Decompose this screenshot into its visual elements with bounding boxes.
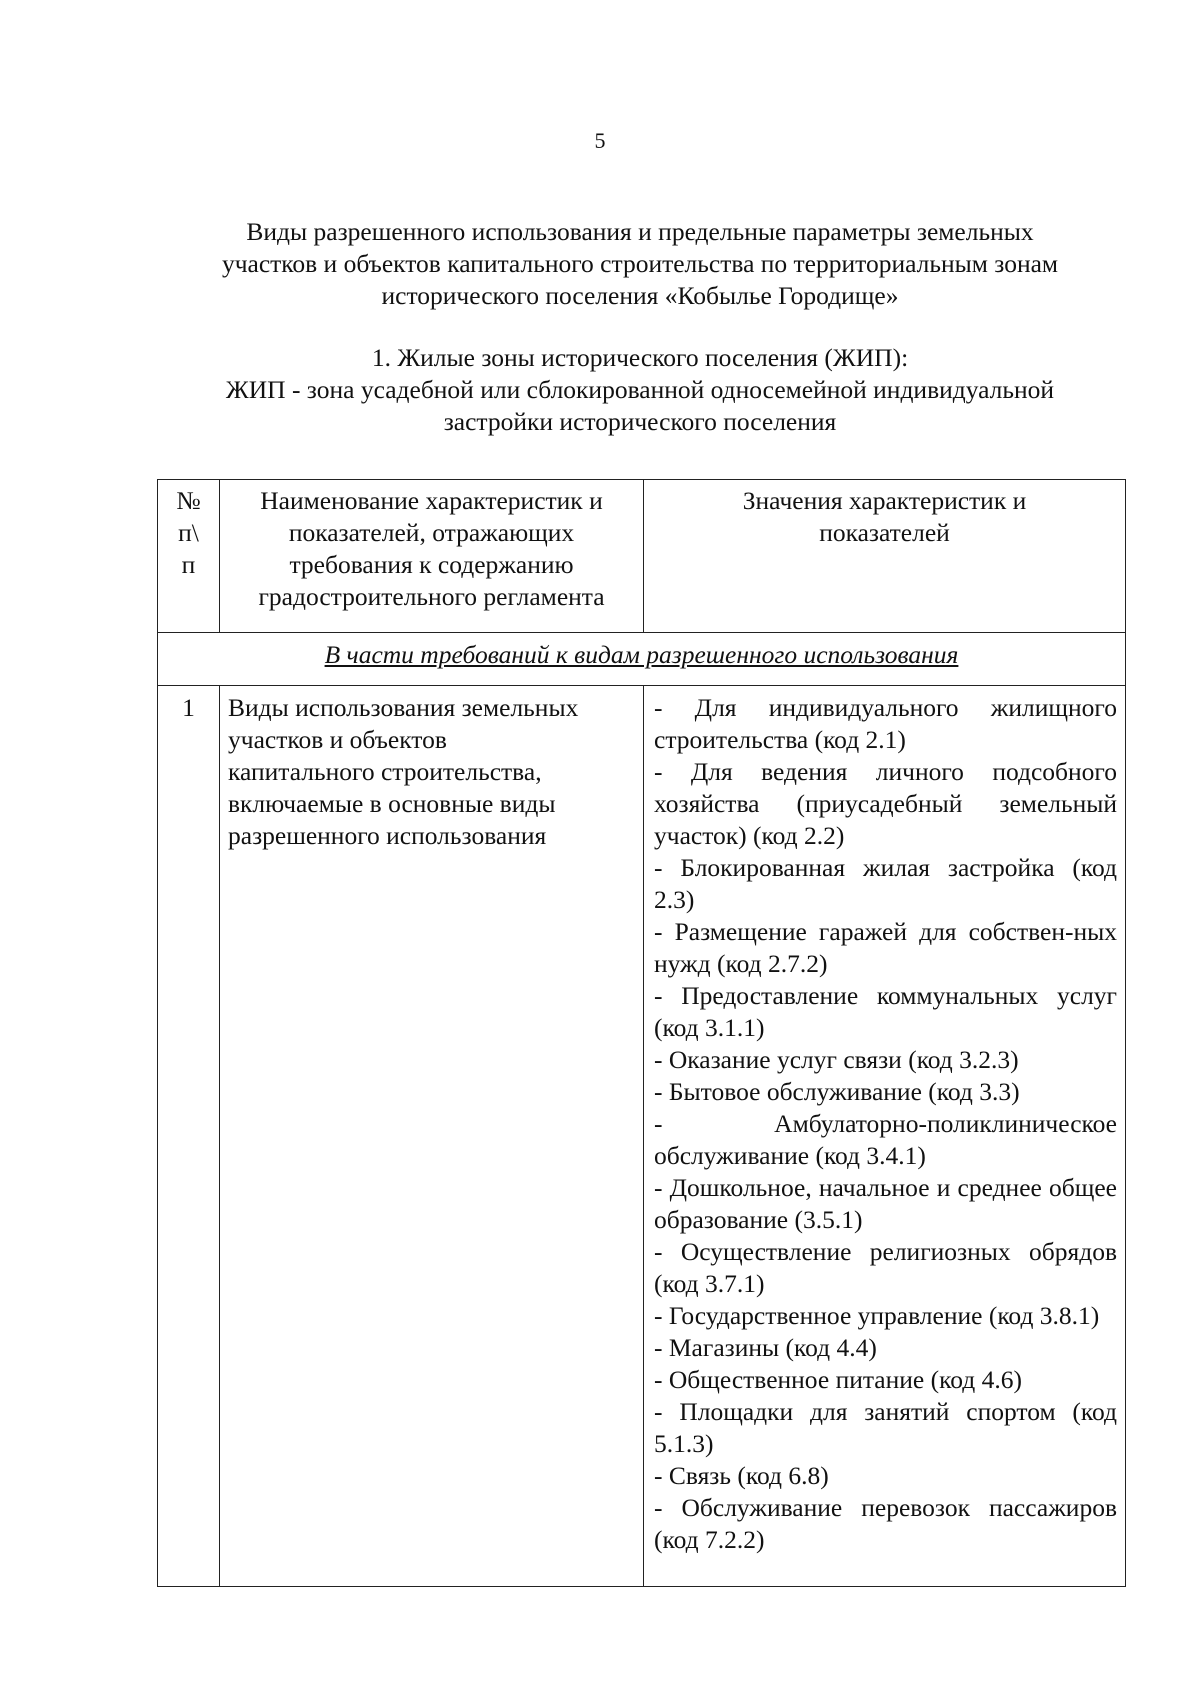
part-heading-cell xyxy=(158,633,1126,686)
list-item: - Оказание услуг связи (код 3.2.3) xyxy=(654,1045,1019,1074)
row-number-cell xyxy=(158,686,220,1587)
list-item: - Государственное управление (код 3.8.1) xyxy=(654,1301,1100,1330)
header-value-line: Значения характеристик и xyxy=(742,486,1027,515)
section-heading xyxy=(160,342,1120,438)
list-item: - Размещение гаражей для собствен-ных нужд (код 2.7.2) xyxy=(654,917,1117,978)
document-title-line: Виды разрешенного использования и предельные параметры земельных xyxy=(246,217,1034,246)
part-heading: В части требований к видам разрешенного использования xyxy=(324,640,959,669)
document-title-line: участков и объектов капитального строительства по территориальным зонам xyxy=(221,249,1059,278)
header-number-line: № xyxy=(176,486,201,515)
row-name xyxy=(220,686,643,852)
row-values-cell xyxy=(644,686,1126,1587)
list-item: - Осуществление религиозных обрядов (код 3.7.1) xyxy=(654,1237,1117,1298)
list-item: - Магазины (код 4.4) xyxy=(654,1333,877,1362)
list-item: - Амбулаторно-поликлиническое обслуживание (код 3.4.1) xyxy=(654,1109,1117,1170)
table-header-row xyxy=(158,480,1126,633)
row-name-line: капитального строительства, xyxy=(228,757,542,786)
row-number: 1 xyxy=(182,693,195,722)
section-heading-line: 1. Жилые зоны исторического поселения (ЖИП): xyxy=(371,343,909,372)
list-item: - Для индивидуального жилищного строительства (код 2.1) xyxy=(654,693,1117,754)
header-number-cell xyxy=(158,480,220,633)
header-number-line: п\ xyxy=(178,518,199,547)
row-name-cell xyxy=(220,686,644,1587)
list-item: - Предоставление коммунальных услуг (код 3.1.1) xyxy=(654,981,1117,1042)
header-value-line: показателей xyxy=(819,518,950,547)
document-title xyxy=(160,216,1120,312)
list-item: - Обслуживание перевозок пассажиров (код 7.2.2) xyxy=(654,1493,1117,1554)
list-item: - Площадки для занятий спортом (код 5.1.3) xyxy=(654,1397,1117,1458)
row-name-line: включаемые в основные виды xyxy=(228,789,556,818)
header-name-cell xyxy=(220,480,644,633)
header-name-line: Наименование характеристик и xyxy=(260,486,603,515)
list-item: - Дошкольное, начальное и среднее общее образование (3.5.1) xyxy=(654,1173,1117,1234)
section-heading-line: ЖИП - зона усадебной или сблокированной односемейной индивидуальной xyxy=(225,375,1055,404)
row-name-line: участков и объектов xyxy=(228,725,447,754)
list-item: - Блокированная жилая застройка (код 2.3) xyxy=(654,853,1117,914)
header-value-cell xyxy=(644,480,1126,633)
row-name-line: разрешенного использования xyxy=(228,821,547,850)
header-name-line: требования к содержанию xyxy=(289,550,574,579)
list-item: - Связь (код 6.8) xyxy=(654,1461,829,1490)
row-name-line: Виды использования земельных xyxy=(228,693,579,722)
header-name-line: градостроительного регламента xyxy=(258,582,605,611)
list-item: - Общественное питание (код 4.6) xyxy=(654,1365,1022,1394)
permitted-uses-list xyxy=(644,686,1125,1556)
table-row xyxy=(158,686,1126,1587)
section-heading-line: застройки исторического поселения xyxy=(443,407,837,436)
list-item: - Для ведения личного подсобного хозяйства (приусадебный земельный участок) (код 2.2) xyxy=(654,757,1117,850)
page-number: 5 xyxy=(594,128,606,153)
header-name-line: показателей, отражающих xyxy=(288,518,575,547)
regulations-table xyxy=(157,479,1126,1587)
document-title-line: исторического поселения «Кобылье Городище» xyxy=(381,281,899,310)
table-part-row xyxy=(158,633,1126,686)
list-item: - Бытовое обслуживание (код 3.3) xyxy=(654,1077,1020,1106)
header-number-line: п xyxy=(181,550,196,579)
